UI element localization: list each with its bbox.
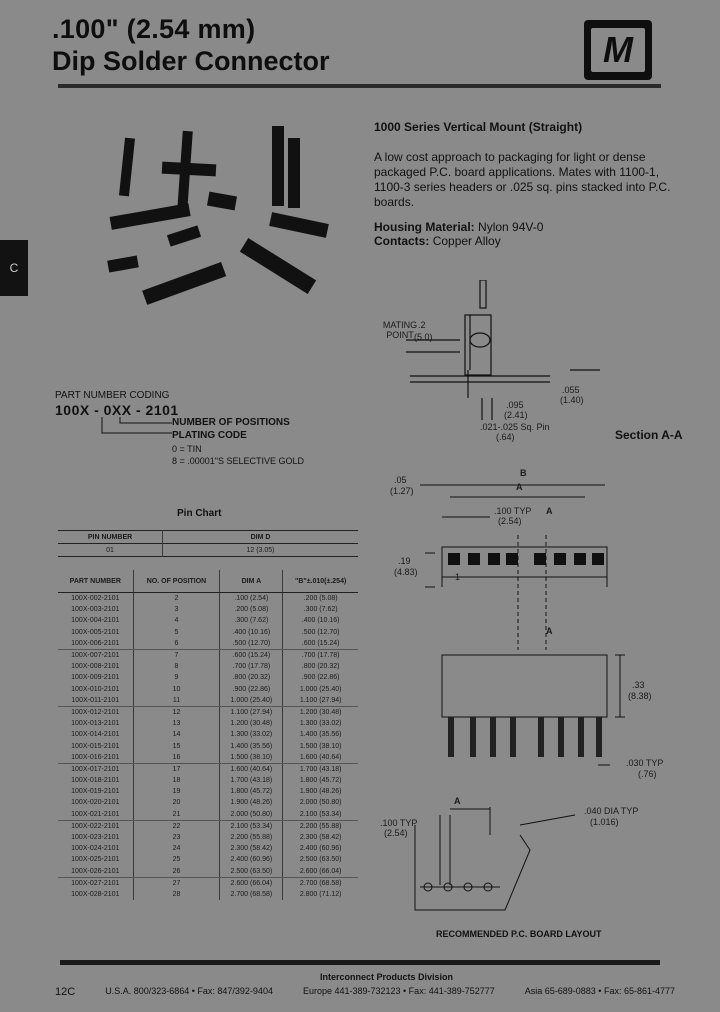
table-row <box>58 706 358 718</box>
label-b: B <box>520 468 527 478</box>
table-cell: 2.200 (55.88) <box>299 822 342 830</box>
table-cell: 1.300 (33.02) <box>220 729 283 740</box>
section-drawing <box>370 280 610 430</box>
table-row <box>58 604 358 615</box>
table-cell: .500 (12.70) <box>301 628 340 636</box>
table-cell: 100X-020-2101 <box>58 797 133 808</box>
table-cell: .400 (10.16) <box>301 617 340 625</box>
pin-chart-header: PIN NUMBER <box>58 531 163 544</box>
footer-usa: U.S.A. 800/323-6864 • Fax: 847/392-9404 <box>105 986 273 996</box>
table-cell: 2.300 (58.42) <box>299 834 342 842</box>
table-cell: 1.700 (43.18) <box>299 765 342 773</box>
table-cell: .800 (20.32) <box>301 663 340 671</box>
table-cell: 16 <box>133 752 220 764</box>
table-cell: 100X-016-2101 <box>58 752 133 764</box>
dim-055: .055 <box>562 385 580 395</box>
dim-095: .095 <box>506 400 524 410</box>
table-cell: .800 (20.32) <box>220 672 283 683</box>
connector-photo <box>60 118 350 318</box>
table-row <box>58 854 358 865</box>
table-cell: 100X-026-2101 <box>58 866 133 878</box>
table-cell: 100X-018-2101 <box>58 775 133 786</box>
table-cell: 100X-006-2101 <box>58 638 133 650</box>
table-cell: 11 <box>133 695 220 707</box>
table-cell: 1.000 (25.40) <box>220 695 283 707</box>
housing-spec <box>374 220 543 234</box>
table-cell: 22 <box>133 820 220 832</box>
table-cell: 1.900 (48.26) <box>299 788 342 796</box>
footer-contacts <box>55 986 675 998</box>
footer-europe: Europe 441-389-732123 • Fax: 441-389-752777 <box>302 986 495 996</box>
table-cell: 2.400 (60.96) <box>299 845 342 853</box>
mating-dim-mm: (5.0) <box>414 332 433 342</box>
table-cell: 100X-024-2101 <box>58 843 133 854</box>
dim-05: .05 <box>394 475 407 485</box>
table-cell: 1.800 (45.72) <box>220 786 283 797</box>
table-cell: .500 (12.70) <box>220 638 283 650</box>
table-row <box>58 672 358 683</box>
table-cell: 6 <box>133 638 220 650</box>
positions-label: NUMBER OF POSITIONS <box>172 417 290 428</box>
logo-letter: M <box>591 28 645 72</box>
table-cell: 2.500 (63.50) <box>299 856 342 864</box>
table-cell: 100X-009-2101 <box>58 672 133 683</box>
table-cell: .900 (22.86) <box>220 684 283 695</box>
table-cell: 100X-010-2101 <box>58 684 133 695</box>
table-cell: 7 <box>133 649 220 661</box>
footer-divider <box>60 960 660 965</box>
table-cell: .600 (15.24) <box>283 638 358 650</box>
table-cell: 100X-005-2101 <box>58 627 133 638</box>
table-row <box>58 786 358 797</box>
table-cell: 12 <box>133 706 220 718</box>
table-cell: 1.900 (48.26) <box>220 797 283 808</box>
table-cell: 2.100 (53.34) <box>283 809 358 821</box>
table-cell: .300 (7.62) <box>303 606 338 614</box>
contacts-label: Contacts: <box>374 234 430 248</box>
table-cell: 13 <box>133 718 220 729</box>
pin-chart-header: DIM D <box>250 533 271 541</box>
table-cell: 9 <box>133 672 220 683</box>
table-cell: 100X-022-2101 <box>58 820 133 832</box>
table-cell: .700 (17.78) <box>220 661 283 672</box>
table-cell: 2.200 (55.88) <box>220 832 283 843</box>
dim-030typ: .030 TYP <box>626 758 664 768</box>
label-a: A <box>516 482 523 492</box>
table-cell: 100X-025-2101 <box>58 854 133 865</box>
table-cell: 1.600 (40.64) <box>220 763 283 775</box>
table-cell: 1.500 (38.10) <box>220 752 283 764</box>
table-cell: 1.800 (45.72) <box>299 777 342 785</box>
table-cell: 1.100 (27.94) <box>220 706 283 718</box>
table-cell: 2.300 (58.42) <box>220 843 283 854</box>
table-row <box>58 877 358 889</box>
parts-table-header: DIM A <box>220 570 283 593</box>
section-marker-a-top: A <box>546 506 553 516</box>
table-row <box>58 843 358 854</box>
table-cell: 2.800 (71.12) <box>299 890 342 898</box>
table-cell: 14 <box>133 729 220 740</box>
table-cell: 100X-003-2101 <box>58 604 133 615</box>
table-cell: 1.300 (33.02) <box>299 720 342 728</box>
plating-gold: 8 = .00001"S SELECTIVE GOLD <box>172 456 305 466</box>
dim-095-mm: (2.41) <box>504 410 528 420</box>
table-cell: 5 <box>133 627 220 638</box>
dim-100typ: .100 TYP <box>494 506 532 516</box>
table-cell: 2.500 (63.50) <box>220 866 283 878</box>
header-divider <box>58 84 661 88</box>
table-cell: 100X-027-2101 <box>58 877 133 889</box>
pin-chart-cell: 01 <box>58 544 163 557</box>
mating-point-label: MATING POINT <box>382 320 418 340</box>
housing-label: Housing Material: <box>374 220 475 234</box>
table-cell: 8 <box>133 661 220 672</box>
table-cell: 10 <box>133 684 220 695</box>
pin-mm: (.64) <box>496 432 515 442</box>
series-title: 1000 Series Vertical Mount (Straight) <box>374 120 583 134</box>
table-cell: 100X-011-2101 <box>58 695 133 707</box>
table-cell: 100X-008-2101 <box>58 661 133 672</box>
table-row <box>58 593 358 605</box>
table-cell: 100X-014-2101 <box>58 729 133 740</box>
table-cell: 2.100 (53.34) <box>220 820 283 832</box>
part-number-format: 100X - 0XX - 2101 <box>55 402 179 418</box>
table-row <box>58 627 358 638</box>
table-cell: 100X-015-2101 <box>58 740 133 751</box>
dim-040: .040 DIA TYP <box>584 806 639 816</box>
table-cell: 2.700 (68.58) <box>299 879 342 887</box>
parts-table-header: NO. OF POSITION <box>133 570 220 593</box>
table-cell: 2.000 (50.80) <box>220 809 283 821</box>
table-row <box>58 797 358 808</box>
plating-label: PLATING CODE <box>172 430 247 441</box>
table-cell: 2.600 (66.04) <box>220 877 283 889</box>
table-row <box>58 684 358 695</box>
section-tab: C <box>0 240 28 296</box>
table-row <box>58 809 358 821</box>
table-cell: .200 (5.08) <box>303 595 338 603</box>
pin-1-label: 1 <box>455 572 461 582</box>
table-cell: 1.200 (30.48) <box>220 718 283 729</box>
table-cell: .300 (7.62) <box>220 615 283 626</box>
dim-05-mm: (1.27) <box>390 486 414 496</box>
table-row <box>58 638 358 650</box>
table-cell: 1.400 (35.56) <box>299 731 342 739</box>
table-cell: 25 <box>133 854 220 865</box>
table-cell: .100 (2.54) <box>220 593 283 605</box>
table-cell: 21 <box>133 809 220 821</box>
table-row <box>58 729 358 740</box>
table-cell: 100X-017-2101 <box>58 763 133 775</box>
table-cell: 19 <box>133 786 220 797</box>
company-logo <box>584 20 652 80</box>
housing-value: Nylon 94V-0 <box>478 220 544 234</box>
table-cell: 1.600 (40.64) <box>283 752 358 764</box>
parts-table-header-row <box>58 570 358 593</box>
table-row <box>58 649 358 661</box>
table-cell: 1.000 (25.40) <box>299 685 342 693</box>
table-cell: 1.100 (27.94) <box>283 695 358 707</box>
dim-33-mm: (8.38) <box>628 691 652 701</box>
pin-chart-cell: 12 (3.05) <box>246 546 275 554</box>
table-cell: 3 <box>133 604 220 615</box>
table-row <box>58 866 358 878</box>
dim-33: .33 <box>632 680 645 690</box>
table-cell: 100X-013-2101 <box>58 718 133 729</box>
label-a-layout: A <box>454 796 461 806</box>
table-cell: 100X-023-2101 <box>58 832 133 843</box>
dim-040-mm: (1.016) <box>590 817 619 827</box>
table-cell: 28 <box>133 889 220 900</box>
table-cell: .700 (17.78) <box>301 652 340 660</box>
section-marker-a-bottom: A <box>546 626 553 636</box>
table-cell: .900 (22.86) <box>301 674 340 682</box>
table-cell: 100X-021-2101 <box>58 809 133 821</box>
table-cell: 2 <box>133 593 220 605</box>
recommended-layout-label: RECOMMENDED P.C. BOARD LAYOUT <box>436 929 602 939</box>
table-row <box>58 775 358 786</box>
pin-chart-table <box>58 530 358 557</box>
table-row <box>58 695 358 707</box>
contacts-value: Copper Alloy <box>432 234 501 248</box>
table-cell: 100X-007-2101 <box>58 649 133 661</box>
table-cell: 100X-028-2101 <box>58 889 133 900</box>
table-cell: 23 <box>133 832 220 843</box>
page-number: 12C <box>55 986 76 998</box>
dim-100typ-mm: (2.54) <box>498 516 522 526</box>
dim-030typ-mm: (.76) <box>638 769 657 779</box>
table-cell: 18 <box>133 775 220 786</box>
dim-100typ-layout: .100 TYP <box>380 818 418 828</box>
table-cell: 4 <box>133 615 220 626</box>
table-cell: 20 <box>133 797 220 808</box>
parts-table-header: PART NUMBER <box>58 570 133 593</box>
table-cell: 17 <box>133 763 220 775</box>
dim-100typ-layout-mm: (2.54) <box>384 828 408 838</box>
dim-19: .19 <box>398 556 411 566</box>
table-cell: 100X-019-2101 <box>58 786 133 797</box>
table-cell: 1.700 (43.18) <box>220 775 283 786</box>
dim-055-mm: (1.40) <box>560 395 584 405</box>
table-row <box>58 615 358 626</box>
coding-leaders <box>100 415 180 441</box>
table-row <box>58 740 358 751</box>
table-cell: .400 (10.16) <box>220 627 283 638</box>
table-row <box>58 718 358 729</box>
coding-heading: PART NUMBER CODING <box>55 390 170 401</box>
board-layout-drawing <box>410 795 610 925</box>
table-cell: 24 <box>133 843 220 854</box>
footer-asia: Asia 65-689-0883 • Fax: 65-861-4777 <box>524 986 675 996</box>
pin-label: .021-.025 Sq. Pin <box>480 422 550 432</box>
footer-division: Interconnect Products Division <box>320 972 454 982</box>
mating-dim: .2 <box>418 320 426 330</box>
table-cell: 1.400 (35.56) <box>220 740 283 751</box>
pin-chart-title: Pin Chart <box>177 508 222 519</box>
table-cell: 2.700 (68.58) <box>220 889 283 900</box>
table-cell: 100X-002-2101 <box>58 593 133 605</box>
table-cell: 2.400 (60.96) <box>220 854 283 865</box>
parts-table-header: "B"±.010(±.254) <box>283 570 358 593</box>
title-line-1: .100" (2.54 mm) <box>52 14 256 44</box>
table-row <box>58 752 358 764</box>
product-description: A low cost approach to packaging for light or dense packaged P.C. board applications. Mates with 1100-1, 1100-3 series headers or .025 sq. pins stacked into P.C. boards. <box>374 150 671 209</box>
table-cell: 100X-004-2101 <box>58 615 133 626</box>
table-cell: .600 (15.24) <box>220 649 283 661</box>
plating-tin: 0 = TIN <box>172 444 202 454</box>
table-row <box>58 820 358 832</box>
table-cell: 100X-012-2101 <box>58 706 133 718</box>
section-label: Section A-A <box>615 428 683 442</box>
table-cell: 1.200 (30.48) <box>299 708 342 716</box>
dim-19-mm: (4.83) <box>394 567 418 577</box>
table-row <box>58 832 358 843</box>
table-cell: 2.000 (50.80) <box>299 799 342 807</box>
table-row <box>58 661 358 672</box>
table-cell: 26 <box>133 866 220 878</box>
table-cell: 1.500 (38.10) <box>299 742 342 750</box>
parts-table <box>58 570 358 900</box>
table-cell: 15 <box>133 740 220 751</box>
table-cell: 2.600 (66.04) <box>283 866 358 878</box>
contacts-spec <box>374 234 501 248</box>
table-row <box>58 889 358 900</box>
table-cell: .200 (5.08) <box>220 604 283 615</box>
title-line-2: Dip Solder Connector <box>52 46 330 76</box>
table-row <box>58 763 358 775</box>
table-cell: 27 <box>133 877 220 889</box>
